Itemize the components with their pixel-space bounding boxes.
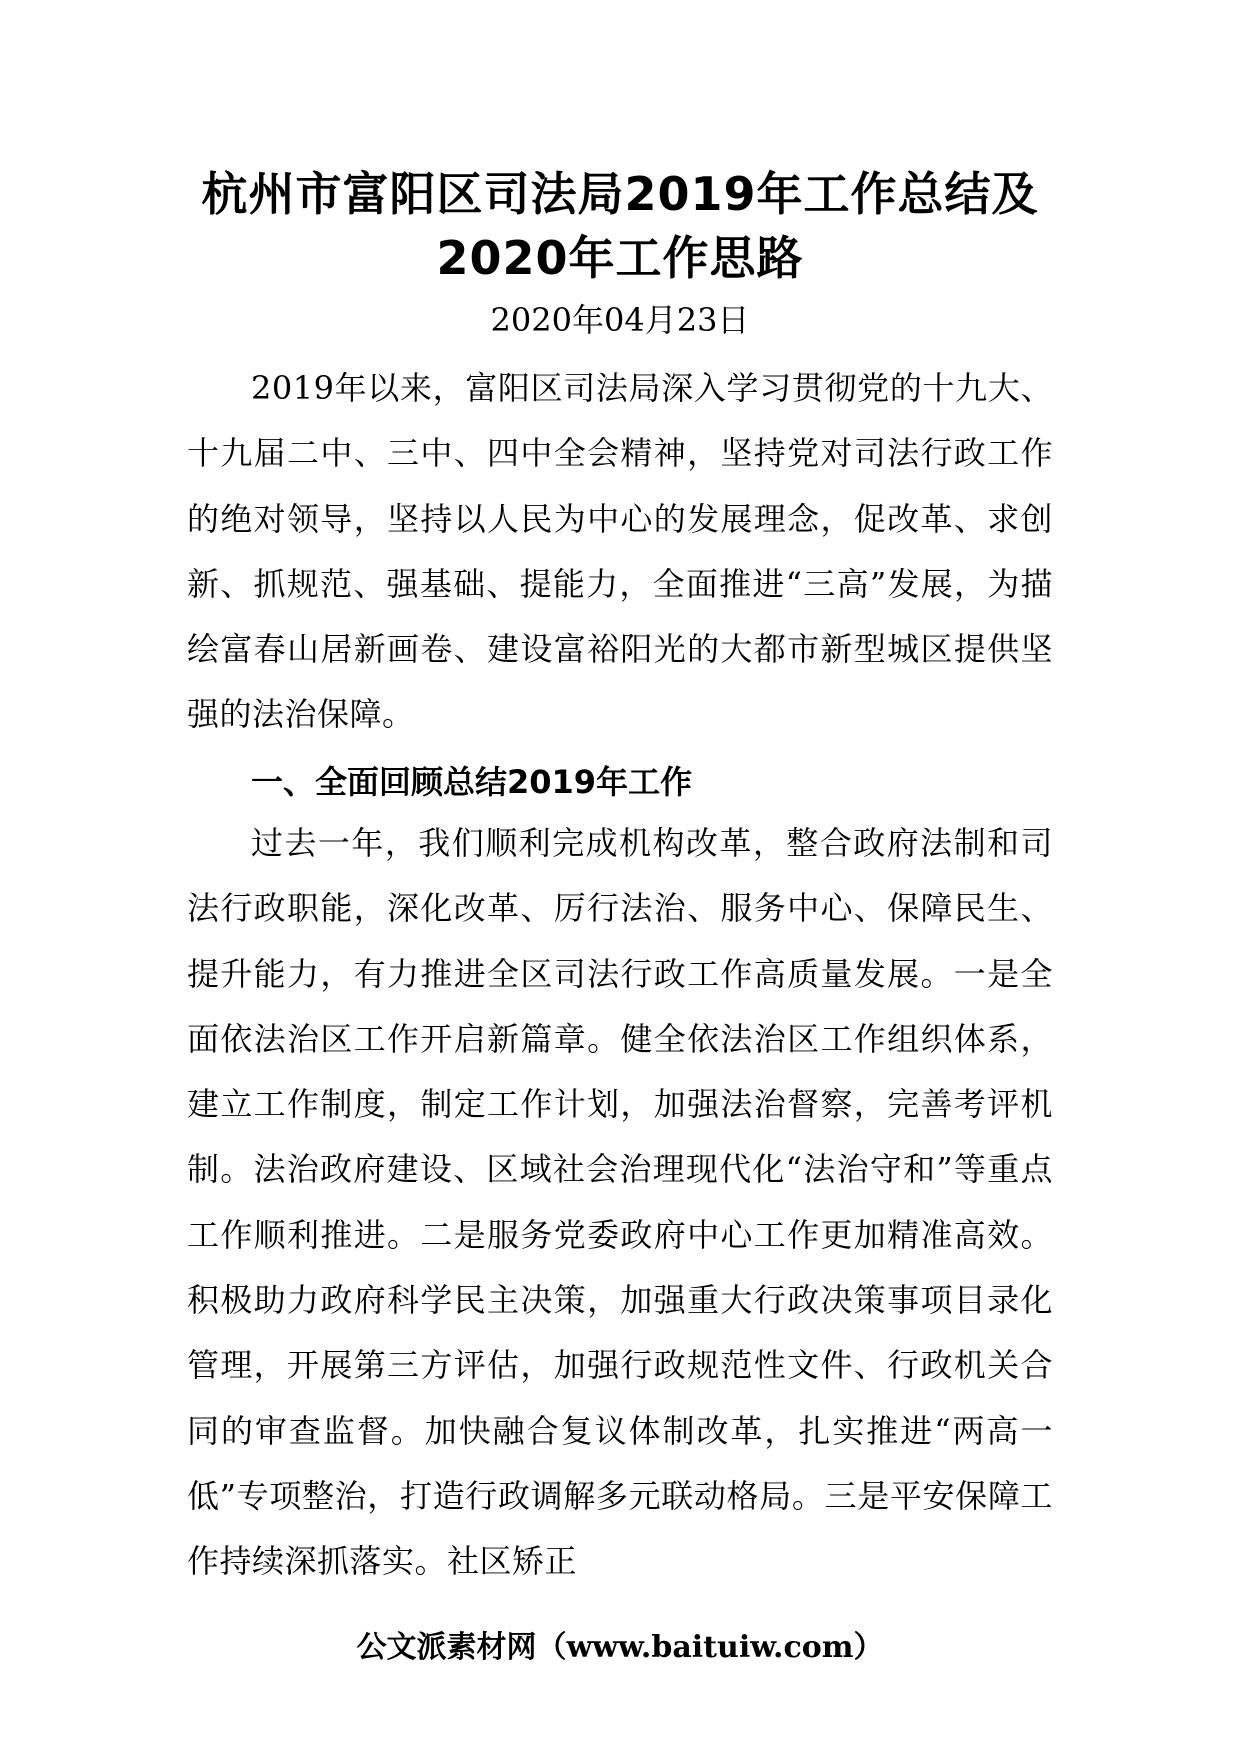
document-date: 2020年04月23日 (490, 301, 750, 339)
document-title-line1: 杭州市富阳区司法局2019年工作总结及 (201, 167, 1039, 221)
footer-watermark: 公文派素材网（www.baituiw.com） (356, 1630, 884, 1665)
section-heading-1: 一、全面回顾总结2019年工作 (251, 763, 693, 801)
paragraph-intro: 2019年以来，富阳区司法局深入学习贯彻党的十九大、十九届二中、三中、四中全会精神，坚持党对司法行政工作的绝对领导，坚持以人民为中心的发展理念，促改革、求创新、抓规范、强基础、提能力，全面推进“三高”发展，为描绘富春山居新画卷、建设富裕阳光的大都市新型城区提供坚强的法治保障。 (187, 369, 1053, 734)
document-title-line2: 2020年工作思路 (436, 231, 804, 285)
paragraph-review: 过去一年，我们顺利完成机构改革，整合政府法制和司法行政职能，深化改革、厉行法治、服务中心、保障民生、提升能力，有力推进全区司法行政工作高质量发展。一是全面依法治区工作开启新篇章。健全依法治区工作组织体系，建立工作制度，制定工作计划，加强法治督察，完善考评机制。法治政府建设、区域社会治理现代化“法治守和”等重点工作顺利推进。二是服务党委政府中心工作更加精准高效。积极助力政府科学民主决策，加强重大行政决策事项目录化管理，开展第三方评估，加强行政规范性文件、行政机关合同的审查监督。加快融合复议体制改革，扎实推进“两高一低”专项整治，打造行政调解多元联动格局。三是平安保障工作持续深抓落实。社区矫正 (187, 824, 1053, 1581)
